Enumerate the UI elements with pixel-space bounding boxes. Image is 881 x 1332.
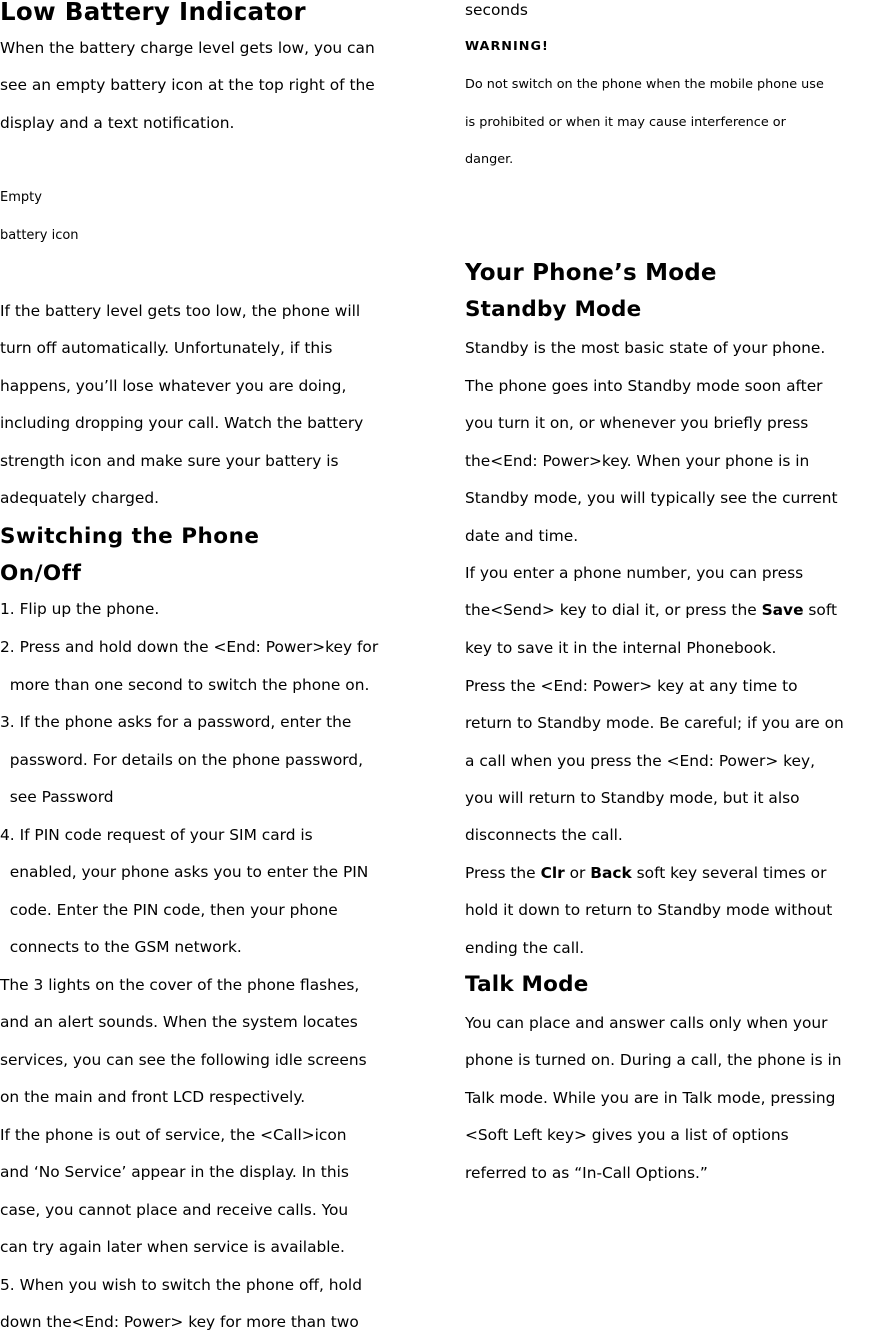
warning-line: Do not switch on the phone when the mobile phone use [465, 77, 824, 92]
paragraph-line: seconds [465, 1, 528, 19]
paragraph-line: you turn it on, or whenever you briefly press [465, 414, 809, 432]
paragraph-line: Talk mode. While you are in Talk mode, pressing [465, 1089, 836, 1107]
step-line: code. Enter the PIN code, then your phone [0, 901, 338, 919]
talk-heading: Talk Mode [465, 972, 589, 997]
save-key-label: Save [761, 601, 804, 619]
paragraph-line: a call when you press the <End: Power> key, [465, 752, 815, 770]
switching-heading: Switching the Phone [0, 524, 260, 549]
paragraph-line: hold it down to return to Standby mode without [465, 901, 833, 919]
warning-line: danger. [465, 152, 514, 167]
paragraph-line: services, you can see the following idle screens [0, 1051, 367, 1069]
paragraph-line: adequately charged. [0, 489, 160, 507]
step-line: more than one second to switch the phone on. [0, 676, 370, 694]
paragraph-line: referred to as “In-Call Options.” [465, 1164, 708, 1182]
paragraph-line: including dropping your call. Watch the battery [0, 414, 364, 432]
paragraph-line: on the main and front LCD respectively. [0, 1088, 306, 1106]
paragraph-line: <Soft Left key> gives you a list of options [465, 1126, 789, 1144]
paragraph-line: down the<End: Power> key for more than two [0, 1313, 359, 1331]
paragraph-line [465, 600, 837, 620]
paragraph-line: phone is turned on. During a call, the phone is in [465, 1051, 842, 1069]
warning-line: is prohibited or when it may cause interference or [465, 115, 786, 130]
paragraph-line: case, you cannot place and receive calls. You [0, 1201, 349, 1219]
paragraph-line: see an empty battery icon at the top right of the [0, 76, 375, 94]
paragraph-line: return to Standby mode. Be careful; if you are on [465, 714, 844, 732]
paragraph-line: disconnects the call. [465, 826, 623, 844]
text-span: the<Send> key to dial it, or press the [465, 601, 762, 619]
text-span: soft [803, 601, 838, 619]
paragraph-line: display and a text notification. [0, 114, 235, 132]
back-key-label: Back [590, 864, 632, 882]
paragraph-line [465, 863, 826, 883]
paragraph-line: The 3 lights on the cover of the phone flashes, [0, 976, 360, 994]
step-line: password. For details on the phone password, [0, 751, 363, 769]
paragraph-line: you will return to Standby mode, but it also [465, 789, 800, 807]
text-span: Press the [465, 864, 541, 882]
step-line: enabled, your phone asks you to enter the PIN [0, 863, 369, 881]
paragraph-line: strength icon and make sure your battery is [0, 452, 339, 470]
paragraph-line: Standby mode, you will typically see the current [465, 489, 838, 507]
text-span: soft key several times or [631, 864, 827, 882]
paragraph-line: 5. When you wish to switch the phone off, hold [0, 1276, 362, 1294]
clr-key-label: Clr [540, 864, 565, 882]
step-line: 4. If PIN code request of your SIM card is [0, 826, 313, 844]
paragraph-line: If the phone is out of service, the <Call>icon [0, 1126, 347, 1144]
paragraph-line: and an alert sounds. When the system locates [0, 1013, 358, 1031]
paragraph-line: date and time. [465, 527, 579, 545]
paragraph-line: can try again later when service is available. [0, 1238, 345, 1256]
empty-battery-icon-label: Empty [0, 190, 42, 205]
paragraph-line: When the battery charge level gets low, you can [0, 39, 375, 57]
step-line: 2. Press and hold down the <End: Power>key for [0, 638, 379, 656]
step-line: 3. If the phone asks for a password, enter the [0, 713, 352, 731]
paragraph-line: happens, you’ll lose whatever you are doing, [0, 377, 347, 395]
paragraph-line: You can place and answer calls only when your [465, 1014, 828, 1032]
paragraph-line: the<End: Power>key. When your phone is in [465, 452, 810, 470]
switching-heading: On/Off [0, 561, 82, 586]
paragraph-line: ending the call. [465, 939, 585, 957]
paragraph-line: and ‘No Service’ appear in the display. In this [0, 1163, 349, 1181]
step-line: see Password [0, 788, 114, 806]
paragraph-line: The phone goes into Standby mode soon after [465, 377, 823, 395]
paragraph-line: If you enter a phone number, you can press [465, 564, 804, 582]
standby-heading: Standby Mode [465, 297, 642, 322]
warning-label: WARNING! [465, 39, 549, 54]
paragraph-line: turn off automatically. Unfortunately, if this [0, 339, 333, 357]
text-span: or [564, 864, 591, 882]
step-line: 1. Flip up the phone. [0, 600, 160, 618]
step-line: connects to the GSM network. [0, 938, 242, 956]
mode-heading: Your Phone’s Mode [465, 260, 717, 286]
paragraph-line: Standby is the most basic state of your phone. [465, 339, 826, 357]
low-battery-heading: Low Battery Indicator [0, 0, 306, 26]
empty-battery-icon-label: battery icon [0, 228, 79, 243]
paragraph-line: If the battery level gets too low, the phone will [0, 302, 361, 320]
paragraph-line: key to save it in the internal Phonebook. [465, 639, 777, 657]
paragraph-line: Press the <End: Power> key at any time to [465, 677, 798, 695]
